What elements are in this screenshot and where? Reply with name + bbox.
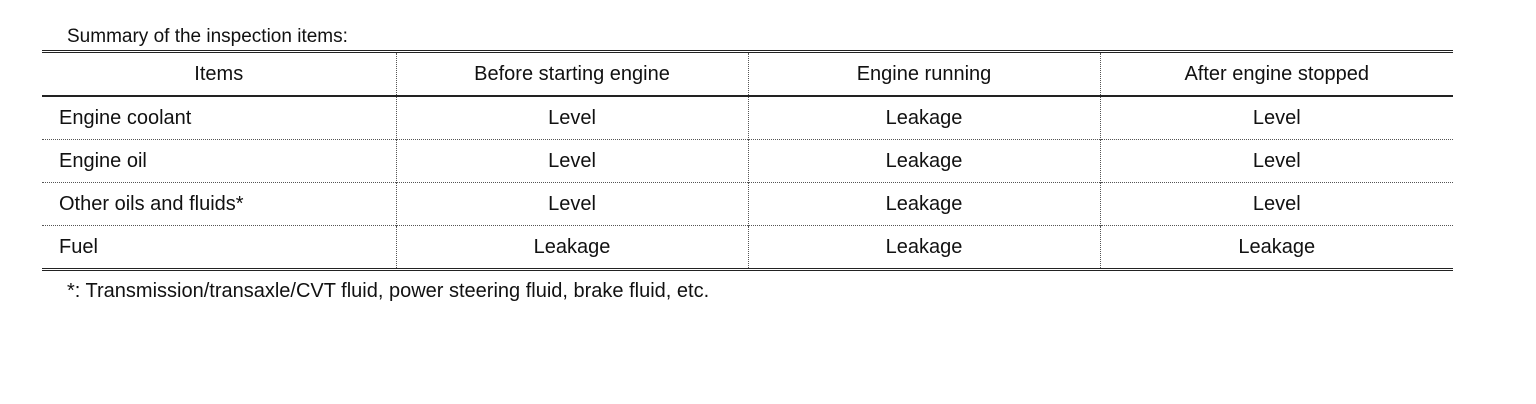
cell-after-stopped: Level: [1100, 183, 1453, 226]
header-row: [42, 52, 1453, 97]
table-body: [42, 96, 1453, 270]
inspection-table-container: [42, 50, 1453, 271]
header-after-engine-stopped: After engine stopped: [1100, 52, 1453, 97]
header-engine-running: Engine running: [748, 52, 1100, 97]
table-caption: Summary of the inspection items:: [67, 26, 348, 47]
inspection-table: [42, 50, 1453, 271]
cell-after-stopped: Level: [1100, 96, 1453, 140]
cell-engine-running: Leakage: [748, 183, 1100, 226]
header-before-starting-engine: Before starting engine: [396, 52, 748, 97]
table-row: [42, 140, 1453, 183]
table-row: [42, 96, 1453, 140]
table-row: [42, 183, 1453, 226]
row-item-label: Engine oil: [59, 149, 147, 172]
cell-before-starting: Level: [396, 140, 748, 183]
row-item-label: Other oils and fluids*: [59, 192, 244, 215]
table-footnote: *: Transmission/transaxle/CVT fluid, power steering fluid, brake fluid, etc.: [67, 280, 710, 302]
table-row: [42, 226, 1453, 270]
cell-after-stopped: Leakage: [1100, 226, 1453, 270]
cell-engine-running: Leakage: [748, 226, 1100, 270]
cell-engine-running: Leakage: [748, 96, 1100, 140]
cell-before-starting: Level: [396, 183, 748, 226]
header-items: Items: [194, 62, 244, 85]
cell-engine-running: Leakage: [748, 140, 1100, 183]
row-item-label: Fuel: [59, 235, 98, 258]
cell-after-stopped: Level: [1100, 140, 1453, 183]
cell-before-starting: Leakage: [396, 226, 748, 270]
row-item-label: Engine coolant: [59, 106, 192, 129]
table-header: [42, 52, 1453, 97]
cell-before-starting: Level: [396, 96, 748, 140]
